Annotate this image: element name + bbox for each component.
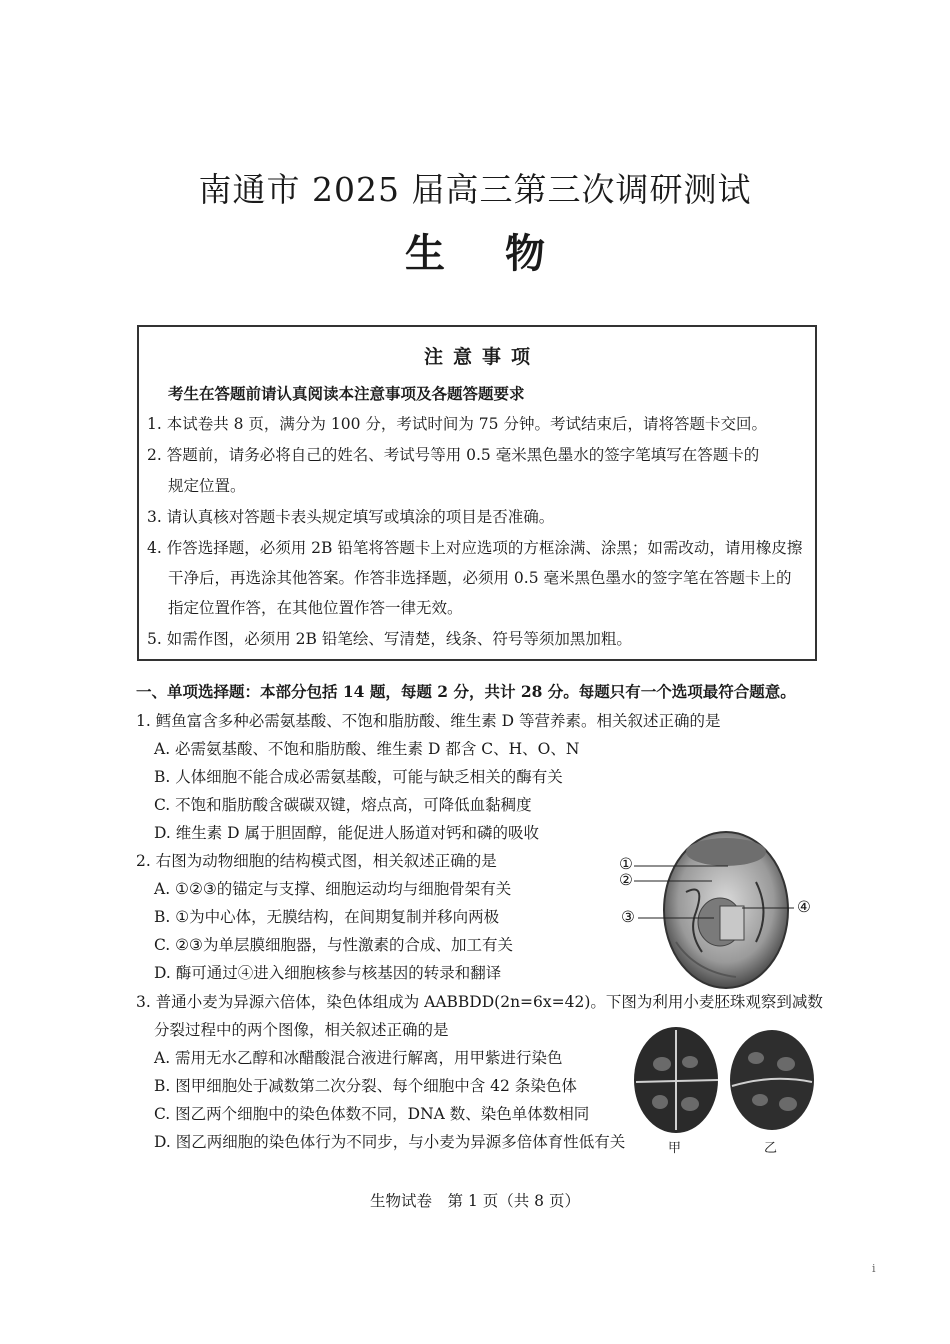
question-option: C. ②③为单层膜细胞器，与性激素的合成、加工有关 [154, 936, 513, 954]
notice-line: 3. 请认真核对答题卡表头规定填写或填涂的项目是否准确。 [147, 508, 555, 526]
exam-title: 南通市 2025 届高三第三次调研测试 [198, 170, 752, 209]
cell-label-4: ④ [797, 898, 811, 916]
figure-label-yi: 乙 [764, 1141, 778, 1156]
cell-label-1: ① [619, 855, 633, 873]
question-option: A. ①②③的锚定与支撑、细胞运动均与细胞骨架有关 [154, 880, 512, 898]
notice-line: 4. 作答选择题，必须用 2B 铅笔将答题卡上对应选项的方框涂满、涂黑；如需改动，请用橡皮擦 [147, 539, 803, 557]
notice-line: 1. 本试卷共 8 页，满分为 100 分，考试时间为 75 分钟。考试结束后，请将答题卡交回。 [147, 415, 767, 433]
notice-line: 规定位置。 [168, 477, 246, 495]
section-heading: 一、单项选择题：本部分包括 14 题，每题 2 分，共计 28 分。每题只有一个选项最符合题意。 [136, 682, 796, 701]
page-footer: 生物试卷 第 1 页（共 8 页） [370, 1192, 580, 1210]
corner-mark: i [872, 1262, 876, 1275]
question-option: B. 人体细胞不能合成必需氨基酸，可能与缺乏相关的酶有关 [154, 768, 563, 786]
notice-line: 干净后，再选涂其他答案。作答非选择题，必须用 0.5 毫米黑色墨水的签字笔在答题卡上的 [168, 569, 792, 587]
question-stem: 1. 鳕鱼富含多种必需氨基酸、不饱和脂肪酸、维生素 D 等营养素。相关叙述正确的是 [136, 712, 721, 730]
question-option: B. ①为中心体，无膜结构，在间期复制并移向两极 [154, 908, 500, 926]
figure-label-jia: 甲 [668, 1141, 682, 1156]
meiosis-figure [632, 1024, 818, 1159]
notice-heading: 注意事项 [423, 346, 540, 368]
animal-cell-figure [616, 822, 826, 994]
cell-label-2: ② [619, 871, 633, 889]
question-stem: 2. 右图为动物细胞的结构模式图，相关叙述正确的是 [136, 852, 497, 870]
question-stem: 3. 普通小麦为异源六倍体，染色体组成为 AABBDD(2n=6x=42)。下图为利用小麦胚珠观察到减数 [136, 993, 823, 1011]
question-option: D. 图乙两细胞的染色体行为不同步，与小麦为异源多倍体育性低有关 [154, 1133, 626, 1151]
notice-line: 指定位置作答，在其他位置作答一律无效。 [168, 599, 463, 617]
subject-title: 生物 [405, 230, 605, 277]
question-option: B. 图甲细胞处于减数第二次分裂、每个细胞中含 42 条染色体 [154, 1077, 577, 1095]
question-option: A. 必需氨基酸、不饱和脂肪酸、维生素 D 都含 C、H、O、N [154, 740, 580, 758]
question-option: C. 不饱和脂肪酸含碳碳双键，熔点高，可降低血黏稠度 [154, 796, 532, 814]
question-option: D. 酶可通过④进入细胞核参与核基因的转录和翻译 [154, 964, 502, 982]
question-option: C. 图乙两个细胞中的染色体数不同，DNA 数、染色单体数相同 [154, 1105, 590, 1123]
cell-label-3: ③ [621, 908, 635, 926]
notice-intro: 考生在答题前请认真阅读本注意事项及各题答题要求 [168, 384, 525, 403]
notice-line: 2. 答题前，请务必将自己的姓名、考试号等用 0.5 毫米黑色墨水的签字笔填写在答题卡的 [147, 446, 760, 464]
notice-line: 5. 如需作图，必须用 2B 铅笔绘、写清楚，线条、符号等须加黑加粗。 [147, 630, 632, 648]
question-option: A. 需用无水乙醇和冰醋酸混合液进行解离，用甲紫进行染色 [154, 1049, 563, 1067]
question-option: D. 维生素 D 属于胆固醇，能促进人肠道对钙和磷的吸收 [154, 824, 540, 842]
question-stem-cont: 分裂过程中的两个图像，相关叙述正确的是 [154, 1021, 449, 1039]
